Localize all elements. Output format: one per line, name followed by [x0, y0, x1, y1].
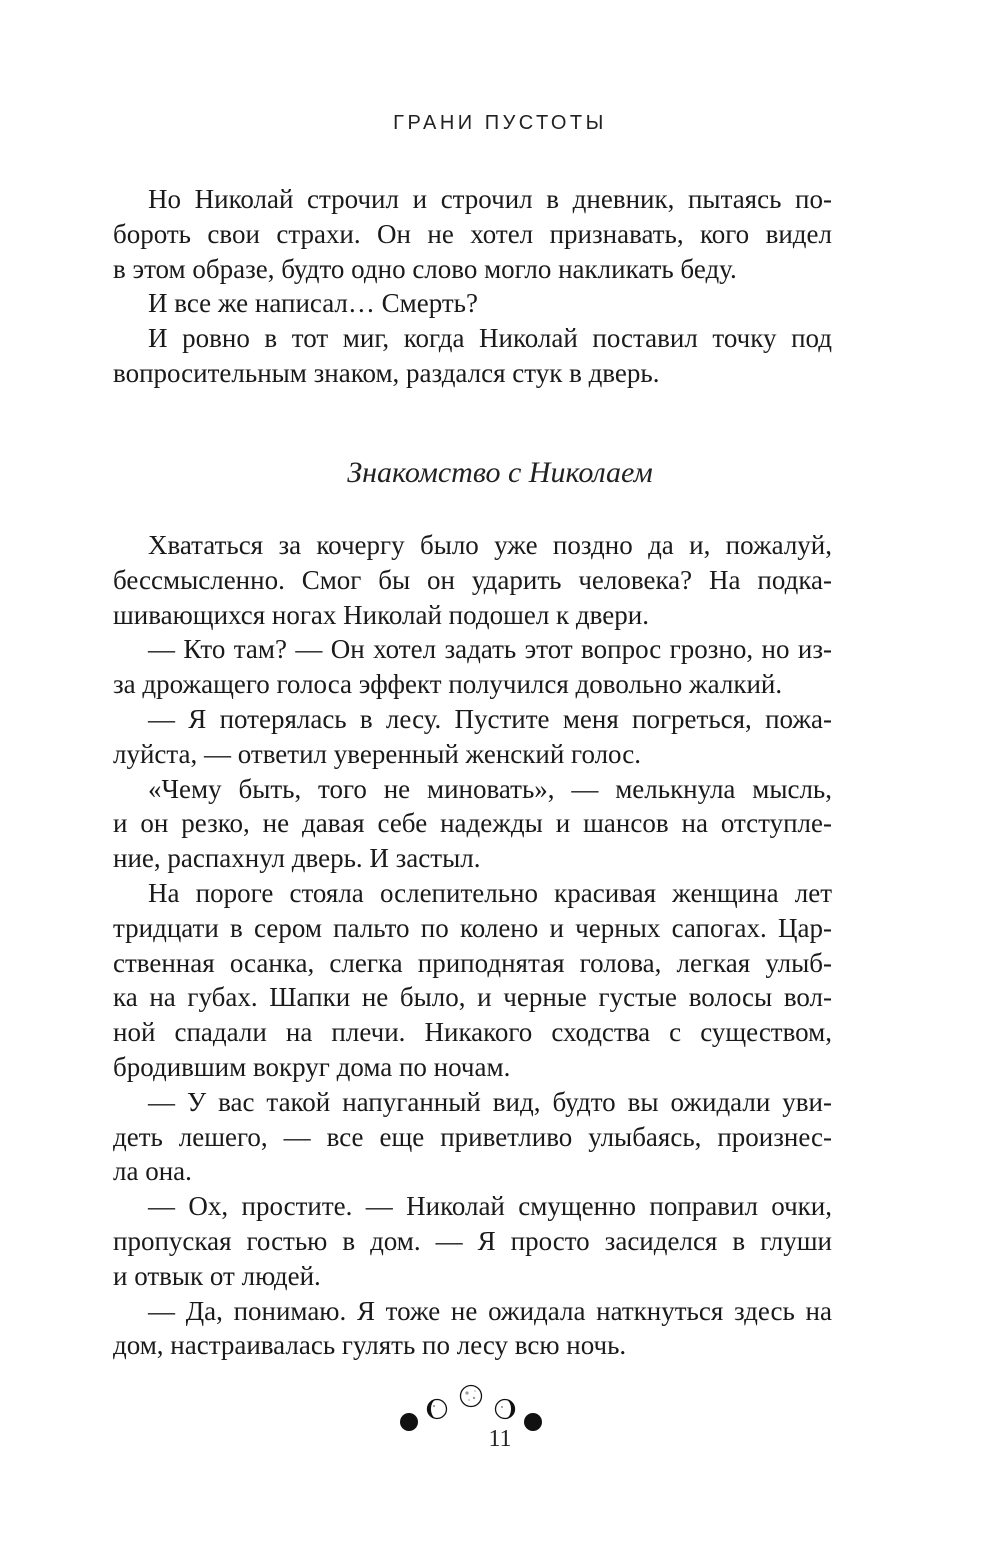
text-line: дом, настраивалась гулять по лесу всю ночь. [113, 1330, 627, 1361]
text-block-main [113, 528, 832, 1363]
page-number: 11 [488, 1426, 512, 1452]
text-line: На пороге стояла ослепительно красивая женщина лет [148, 877, 832, 908]
moon-full [461, 1386, 482, 1407]
section-heading: Знакомство с Николаем [347, 456, 653, 489]
text-line: ной спадали на плечи. Никакого сходства с существом, [113, 1017, 832, 1048]
text-line: — Да, понимаю. Я тоже не ожидала наткнуться здесь на [148, 1295, 832, 1326]
text-line: Хвататься за кочергу было уже поздно да и, пожалуй, [148, 530, 832, 560]
text-line: деть лешего, — все еще приветливо улыбаясь, произнес- [113, 1121, 832, 1152]
text-line: бродившим вокруг дома по ночам. [113, 1051, 511, 1082]
text-line: вопросительным знаком, раздался стук в дверь. [113, 357, 660, 388]
text-line: тридцати в сером пальто по колено и черных сапогах. Цар- [113, 912, 832, 943]
text-line: — Кто там? — Он хотел задать этот вопрос грозно, но из- [148, 634, 832, 665]
text-line: бессмысленно. Смог бы он ударить человека? На подка- [113, 564, 832, 595]
moon-crescent-right [496, 1400, 515, 1419]
running-header: ГРАНИ ПУСТОТЫ [393, 112, 607, 134]
text-line: ственная осанка, слегка приподнятая голова, легкая улыб- [113, 947, 832, 978]
text-line: пропуская гостью в дом. — Я просто засиделся в глуши [113, 1225, 832, 1256]
text-line: в этом образе, будто одно слово могло накликать беду. [113, 253, 737, 284]
text-line: шивающихся ногах Николай подошел к двери. [113, 599, 649, 630]
text-line: и отвык от людей. [113, 1260, 321, 1291]
text-line: бороть свои страхи. Он не хотел признавать, кого видел [113, 218, 832, 249]
text-line: И все же написал… Смерть? [148, 288, 478, 319]
text-line: ние, распахнул дверь. И застыл. [113, 843, 481, 874]
text-line: луйста, — ответил уверенный женский голос. [113, 738, 641, 769]
text-line: и он резко, не давая себе надежды и шансов на отступле- [113, 808, 832, 839]
text-line: И ровно в тот миг, когда Николай поставил точку под [148, 323, 832, 354]
text-line: ла она. [113, 1156, 192, 1187]
text-line: «Чему быть, того не миновать», — мелькнула мысль, [148, 773, 832, 804]
text-line: — У вас такой напуганный вид, будто вы ожидали уви- [148, 1086, 832, 1117]
moon-crescent-left [428, 1400, 447, 1419]
text-line: Но Николай строчил и строчил в дневник, пытаясь по- [148, 184, 832, 214]
text-line: — Я потерялась в лесу. Пустите меня погреться, пожа- [148, 703, 832, 734]
text-line: за дрожащего голоса эффект получился довольно жалкий. [113, 669, 783, 700]
text-line: — Ох, простите. — Николай смущенно поправил очки, [148, 1191, 832, 1222]
text-block-top [113, 182, 832, 391]
text-line: ка на губах. Шапки не было, и черные густые волосы вол- [113, 982, 832, 1013]
